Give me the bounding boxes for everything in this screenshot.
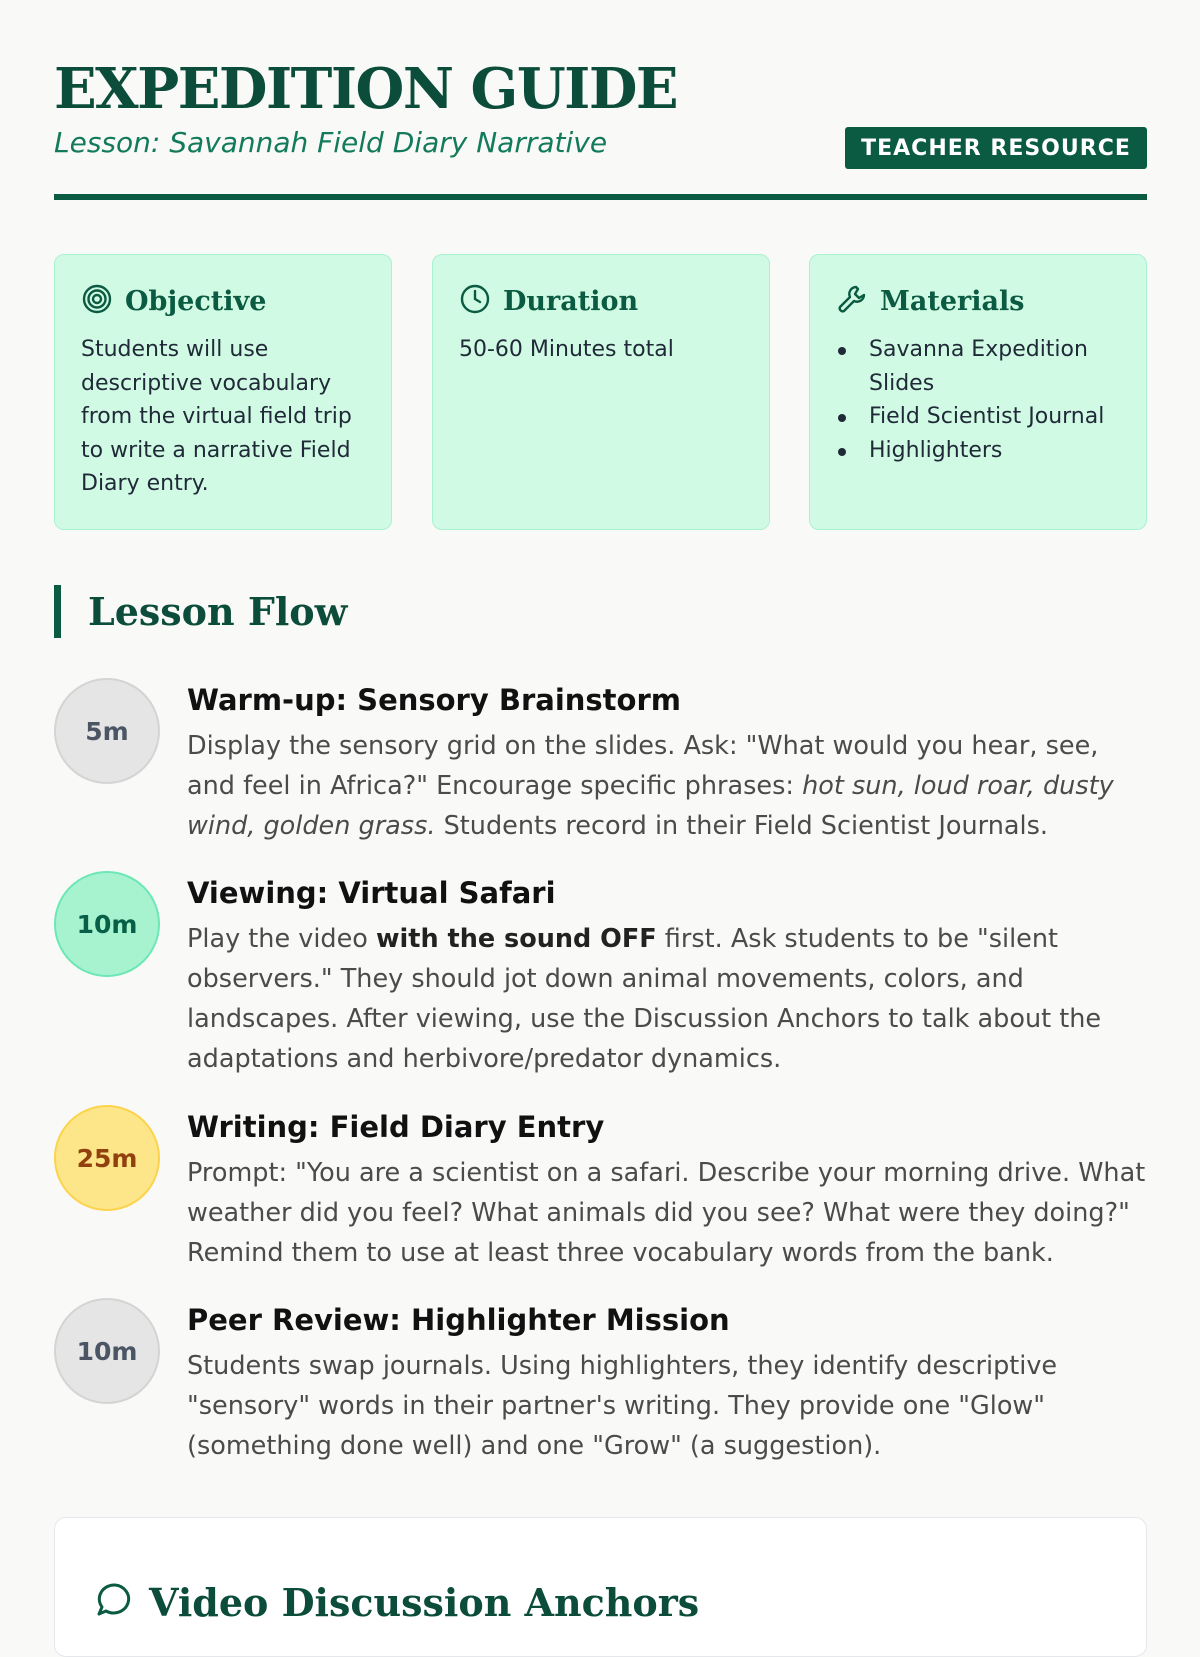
wrench-icon	[836, 283, 868, 320]
objective-title: Objective	[125, 285, 267, 317]
lesson-page	[54, 0, 1147, 1625]
step-title: Warm-up: Sensory Brainstorm	[187, 683, 681, 717]
duration-text: 50-60 Minutes total	[459, 337, 674, 362]
time-badge: 25m	[54, 1105, 160, 1211]
discussion-title: Video Discussion Anchors	[149, 1580, 700, 1625]
discussion-anchors-card	[54, 1517, 1147, 1657]
info-cards	[54, 254, 1147, 530]
materials-card	[809, 254, 1147, 530]
chat-bubble-icon	[95, 1580, 135, 1625]
materials-item: Highlighters	[836, 434, 1120, 468]
duration-title: Duration	[503, 285, 639, 317]
step-title: Writing: Field Diary Entry	[187, 1110, 605, 1144]
objective-text: Students will use descriptive vocabulary from the virtual field trip to write a narrative Field Diary entry.	[81, 337, 352, 496]
step-title: Viewing: Virtual Safari	[187, 876, 556, 910]
step-title: Peer Review: Highlighter Mission	[187, 1303, 730, 1337]
materials-list	[836, 333, 1120, 467]
objective-card	[54, 254, 392, 530]
step-description: Prompt: "You are a scientist on a safari. Describe your morning drive. What weather did you feel? What animals did you see? What were they doing?" Remind them to use at least three vocabulary words from the bank.	[187, 1158, 1146, 1268]
time-badge: 5m	[54, 678, 160, 784]
step-description: Display the sensory grid on the slides. Ask: "What would you hear, see, and feel in Africa?" Encourage specific phrases: hot sun, loud roar, dusty wind, golden grass. Students record in their Field Scientist Journals.	[187, 731, 1114, 841]
materials-item: Savanna Expedition Slides	[836, 333, 1120, 400]
time-badge: 10m	[54, 1298, 160, 1404]
time-badge: 10m	[54, 871, 160, 977]
lesson-flow-title: Lesson Flow	[88, 589, 348, 634]
page-title: EXPEDITION GUIDE	[54, 56, 678, 122]
step-description: Play the video with the sound OFF first. Ask students to be "silent observers." They should jot down animal movements, colors, and landscapes. After viewing, use the Discussion Anchors to talk about the adaptations and herbivore/predator dynamics.	[187, 924, 1102, 1074]
header-divider	[54, 194, 1147, 200]
materials-item: Field Scientist Journal	[836, 400, 1120, 434]
target-icon	[81, 283, 113, 320]
page-header	[54, 0, 1147, 200]
materials-title: Materials	[880, 285, 1025, 317]
duration-card	[432, 254, 770, 530]
teacher-resource-badge: TEACHER RESOURCE	[845, 127, 1147, 169]
lesson-subtitle: Lesson: Savannah Field Diary Narrative	[54, 126, 608, 159]
lesson-flow-heading	[54, 585, 347, 638]
step-description: Students swap journals. Using highlighters, they identify descriptive "sensory" words in their partner's writing. They provide one "Glow" (something done well) and one "Grow" (a suggestion).	[187, 1351, 1058, 1461]
clock-icon	[459, 283, 491, 320]
